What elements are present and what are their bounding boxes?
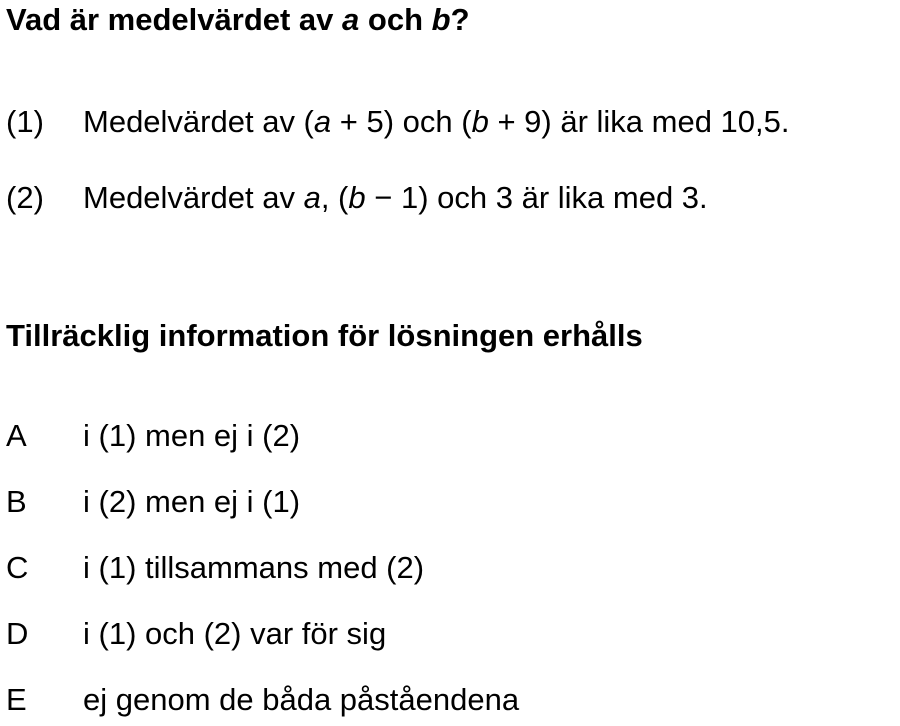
statement-2 — [6, 180, 900, 224]
option-a-letter: A — [6, 418, 27, 453]
option-c[interactable] — [6, 550, 900, 594]
option-c-text: i (1) tillsammans med (2) — [83, 550, 425, 585]
option-b[interactable] — [6, 484, 900, 528]
statement-2-part-1: Medelvärdet av — [83, 180, 304, 215]
question-title-prefix: Vad är medelvärdet av — [6, 2, 343, 37]
variable-b: b — [431, 2, 451, 37]
option-e[interactable] — [6, 682, 900, 726]
option-e-letter: E — [6, 682, 27, 717]
statement-1-text — [83, 104, 790, 140]
option-a-text: i (1) men ej i (2) — [83, 418, 301, 453]
question-title — [6, 2, 470, 38]
option-b-letter: B — [6, 484, 27, 519]
statement-1-label: (1) — [6, 104, 44, 139]
option-b-text: i (2) men ej i (1) — [83, 484, 301, 519]
statement-1-part-3: + 9) är lika med 10,5. — [488, 104, 790, 139]
statement-2-part-3: − 1) och 3 är lika med 3. — [365, 180, 708, 215]
statement-1-var-b: b — [471, 104, 489, 139]
question-title-mid: och — [359, 2, 432, 37]
statement-2-var-a: a — [303, 180, 321, 215]
option-d-letter: D — [6, 616, 29, 651]
statement-1-part-2: + 5) och ( — [331, 104, 472, 139]
statement-1-part-1: Medelvärdet av ( — [83, 104, 314, 139]
question-title-suffix: ? — [450, 2, 470, 37]
option-a[interactable] — [6, 418, 900, 462]
option-d[interactable] — [6, 616, 900, 660]
statement-1-var-a: a — [313, 104, 332, 139]
statement-1 — [6, 104, 900, 148]
statement-2-text — [83, 180, 708, 216]
variable-a: a — [342, 2, 360, 37]
statement-2-var-b: b — [348, 180, 366, 215]
section-title: Tillräcklig information för lösningen erhålls — [6, 318, 643, 353]
statement-2-label: (2) — [6, 180, 44, 215]
option-c-letter: C — [6, 550, 29, 585]
statement-2-part-2: , ( — [320, 180, 349, 215]
option-e-text: ej genom de båda påståendena — [83, 682, 520, 717]
option-d-text: i (1) och (2) var för sig — [83, 616, 387, 651]
